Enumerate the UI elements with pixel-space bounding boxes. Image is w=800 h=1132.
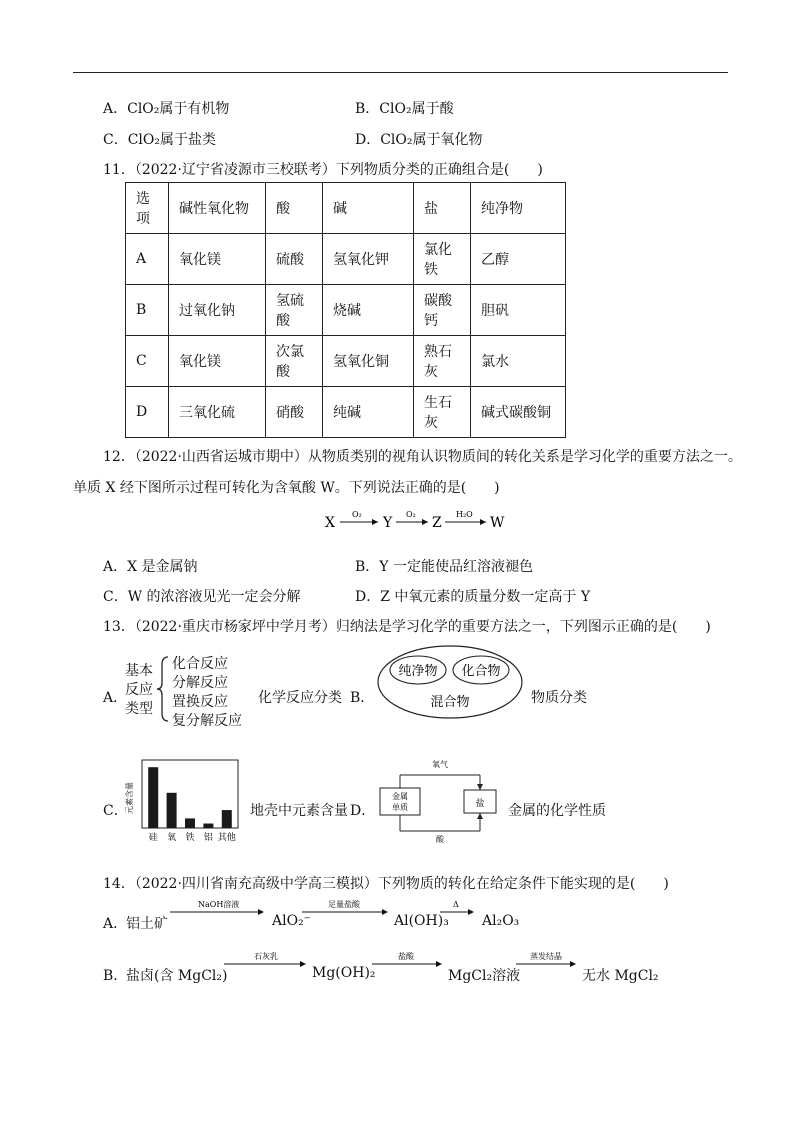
q14-a-end: Al₂O₃ (482, 913, 520, 929)
reaction-type-label-line: 反应 (125, 682, 153, 698)
q10-option-d: D．ClO₂属于氧化物 (355, 132, 483, 148)
q12-option-b: B．Y 一定能使品红溶液褪色 (355, 559, 533, 575)
q14-a-start: 铝土矿 (126, 916, 168, 932)
q14-b-reagent-3: 蒸发结晶 (530, 952, 562, 961)
table-row (126, 234, 566, 285)
table-cell: A (126, 234, 169, 285)
reaction-type-list (172, 655, 242, 731)
venn-inner-right-label: 化合物 (461, 664, 501, 679)
q12-option-d: D．Z 中氧元素的质量分数一定高于 Y (355, 589, 591, 605)
bar-1 (167, 793, 177, 828)
table-cell: 硫酸 (266, 234, 323, 285)
q12-option-a: A．X 是金属钠 (103, 559, 198, 575)
table-cell: D (126, 387, 169, 438)
list-item: 化合反应 (172, 656, 228, 672)
d-arrowhead (477, 813, 483, 819)
chart-y-label: 元素含量 (125, 782, 134, 814)
d-salt-label: 盐 (475, 799, 485, 809)
q12-option-c: C．W 的浓溶液见光一定会分解 (103, 589, 301, 605)
q12-stem-line1: 12．（2022·山西省运城市期中）从物质类别的视角认识物质间的转化关系是学习化学的重要方法之一。 (103, 449, 742, 465)
venn-outer-label: 混合物 (430, 695, 470, 710)
q12-stem-line2: 单质 X 经下图所示过程可转化为含氧酸 W。下列说法正确的是( ) (73, 480, 500, 496)
q13-d-caption: 金属的化学性质 (508, 803, 606, 819)
q14-b-start: 盐卤(含 MgCl₂) (126, 968, 228, 984)
q14-a-reagent-2: 足量盐酸 (328, 900, 360, 909)
table-cell: 氧化镁 (169, 336, 266, 387)
table-header-cell: 碱性氧化物 (169, 183, 266, 234)
x-tick-label: 铝 (203, 833, 213, 843)
q14-b-arrow-2 (370, 950, 446, 972)
q13-b-label: B． (350, 690, 375, 706)
d-arrowhead (477, 784, 483, 790)
table-cell: 氯化铁 (414, 234, 471, 285)
chain-reagent-2: O₂ (406, 510, 416, 519)
chain-arrowhead-3 (480, 519, 486, 525)
d-metal-label-line2: 单质 (392, 803, 408, 812)
list-item: 分解反应 (172, 675, 228, 691)
bar-3 (203, 824, 213, 828)
classification-table (125, 182, 566, 438)
table-header-cell: 盐 (414, 183, 471, 234)
table-header-cell: 酸 (266, 183, 323, 234)
chain-z: Z (432, 515, 442, 531)
table-row (126, 387, 566, 438)
q10-option-c: C．ClO₂属于盐类 (103, 132, 216, 148)
chain-arrowhead-2 (422, 519, 428, 525)
x-tick-label: 硅 (148, 833, 158, 843)
chain-reagent-3: H₂O (456, 510, 473, 519)
q14-a-reagent-1: NaOH溶液 (198, 900, 240, 909)
table-cell: 碳酸钙 (414, 285, 471, 336)
d-metal-label-line1: 金属 (392, 792, 408, 801)
q14-b-arrow-3 (514, 950, 580, 972)
q14-a-mid1: AlO₂⁻ (272, 913, 312, 929)
q14-a-reagent-3: Δ (453, 900, 459, 909)
q13-stem: 13．（2022·重庆市杨家坪中学月考）归纳法是学习化学的重要方法之一，下列图示正确的是( ) (103, 619, 711, 635)
d-bottom-label: 酸 (436, 835, 444, 843)
crust-element-bar-chart (122, 758, 240, 844)
conversion-chain-diagram (320, 505, 520, 535)
table-cell: 乙醇 (471, 234, 566, 285)
list-item: 置换反应 (172, 694, 228, 710)
q14-a-label: A． (103, 916, 128, 932)
table-cell: 过氧化钠 (169, 285, 266, 336)
bar-2 (185, 818, 195, 828)
table-cell: 氢氧化钾 (323, 234, 414, 285)
x-tick-label: 氧 (167, 833, 177, 843)
table-cell: 纯碱 (323, 387, 414, 438)
header-rule (73, 72, 728, 73)
q13-c-label: C． (103, 803, 128, 819)
q13-b-caption: 物质分类 (531, 690, 587, 706)
metal-property-diagram (370, 755, 505, 843)
table-header-cell: 碱 (323, 183, 414, 234)
q14-a-arrow-1 (168, 898, 268, 920)
table-row (126, 285, 566, 336)
table-cell: 碱式碳酸铜 (471, 387, 566, 438)
d-top-label: 氧气 (432, 760, 448, 769)
q14-b-end: 无水 MgCl₂ (582, 968, 659, 984)
substance-venn-diagram (376, 644, 524, 720)
list-item: 复分解反应 (172, 713, 242, 729)
chain-w: W (490, 515, 505, 531)
table-header-cell: 选项 (126, 183, 169, 234)
q14-stem: 14．（2022·四川省南充高级中学高三模拟）下列物质的转化在给定条件下能实现的是( ) (103, 876, 669, 892)
reaction-type-label (125, 662, 153, 719)
chain-arrowhead-1 (372, 519, 378, 525)
q13-d-label: D． (350, 803, 376, 819)
brace-icon (155, 655, 171, 723)
table-cell: 硝酸 (266, 387, 323, 438)
table-cell: B (126, 285, 169, 336)
table-cell: 氢硫酸 (266, 285, 323, 336)
reaction-type-label-line: 类型 (125, 701, 153, 717)
q14-a-arrow-3 (438, 898, 478, 920)
table-header-cell: 纯净物 (471, 183, 566, 234)
bar-4 (222, 810, 232, 828)
table-cell: 烧碱 (323, 285, 414, 336)
x-tick-label: 其他 (217, 833, 236, 843)
table-header-row (126, 183, 566, 234)
q10-option-b: B．ClO₂属于酸 (355, 101, 454, 117)
chain-y: Y (383, 515, 393, 531)
table-cell: 三氧化硫 (169, 387, 266, 438)
table-cell: 熟石灰 (414, 336, 471, 387)
q14-b-mid1: Mg(OH)₂ (312, 965, 376, 981)
table-cell: 生石灰 (414, 387, 471, 438)
q10-option-a: A．ClO₂属于有机物 (103, 101, 230, 117)
table-cell: 胆矾 (471, 285, 566, 336)
q11-stem: 11．（2022·辽宁省凌源市三校联考）下列物质分类的正确组合是( ) (103, 162, 543, 178)
q13-a-label: A． (103, 690, 128, 706)
venn-inner-left-label: 纯净物 (398, 664, 438, 679)
q14-b-label: B． (103, 968, 128, 984)
q14-a-arrow-2 (300, 898, 392, 920)
q14-b-reagent-2: 盐酸 (398, 952, 414, 961)
q13-a-caption: 化学反应分类 (258, 690, 342, 706)
chain-reagent-1: O₂ (352, 510, 362, 519)
table-row (126, 336, 566, 387)
bar-0 (148, 767, 158, 828)
table-cell: 氧化镁 (169, 234, 266, 285)
q14-b-arrow-1 (222, 950, 310, 972)
q14-a-mid2: Al(OH)₃ (394, 913, 449, 929)
reaction-type-label-line: 基本 (125, 663, 153, 679)
x-tick-label: 铁 (185, 833, 195, 843)
table-cell: C (126, 336, 169, 387)
table-cell: 次氯酸 (266, 336, 323, 387)
q14-b-reagent-1: 石灰乳 (254, 952, 278, 961)
table-cell: 氢氧化铜 (323, 336, 414, 387)
chain-x: X (325, 515, 335, 531)
table-cell: 氯水 (471, 336, 566, 387)
q13-c-caption: 地壳中元素含量 (250, 803, 348, 819)
q14-b-mid2: MgCl₂溶液 (448, 968, 521, 984)
